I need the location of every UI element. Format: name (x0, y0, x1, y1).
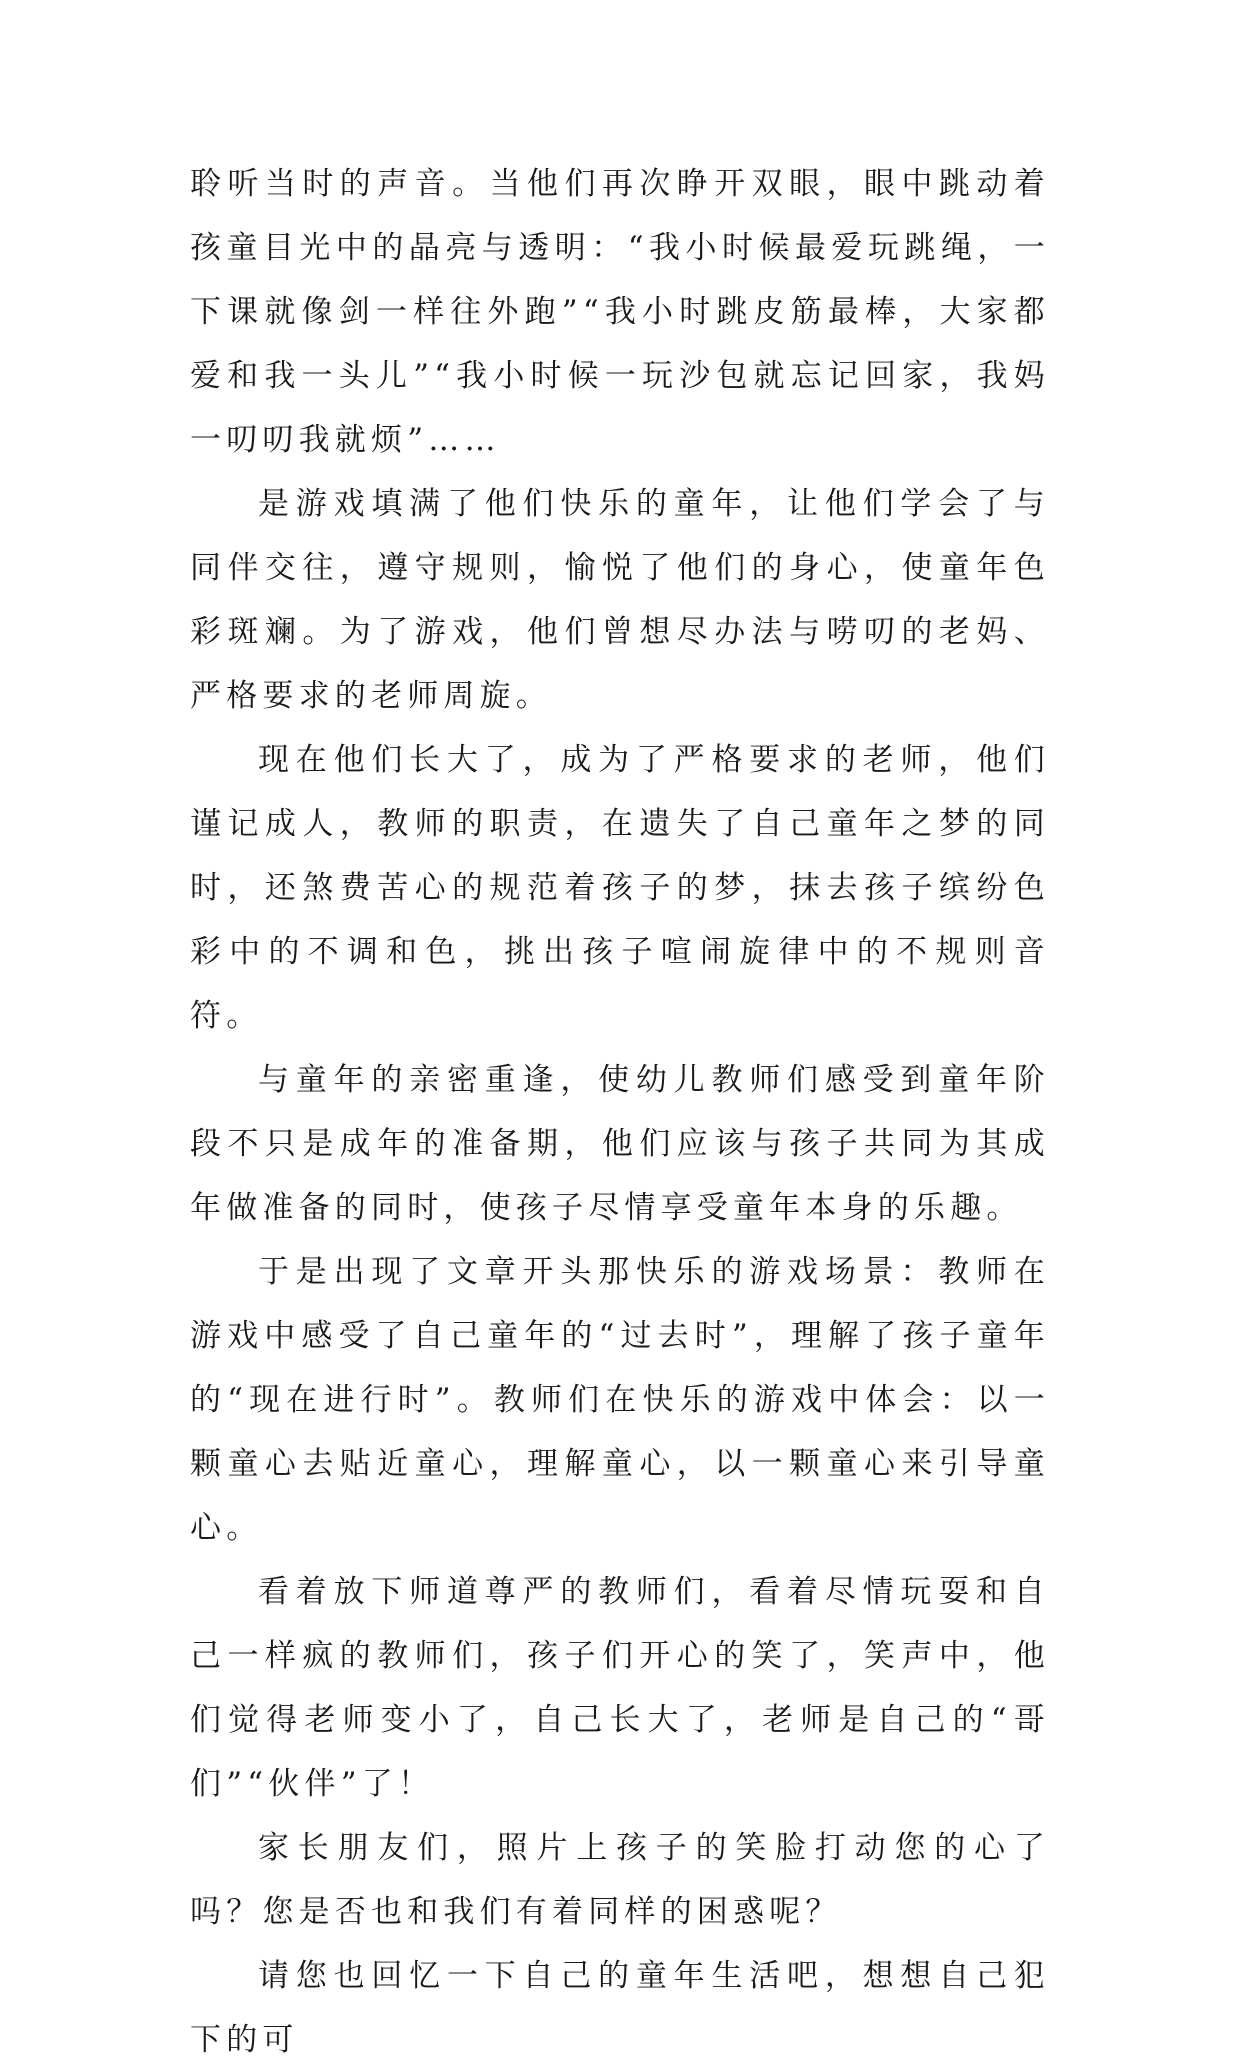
paragraph: 请您也回忆一下自己的童年生活吧，想想自己犯下的可 (190, 1958, 1050, 2058)
paragraph: 现在他们长大了，成为了严格要求的老师，他们谨记成人，教师的职责，在遗失了自己童年之梦的同时，还煞费苦心的规范着孩子的梦，抹去孩子缤纷色彩中的不调和色，挑出孩子喧闹旋律中的不规则音符。 (190, 742, 1050, 1034)
paragraph: 家长朋友们，照片上孩子的笑脸打动您的心了吗？您是否也和我们有着同样的困惑呢？ (190, 1830, 1050, 1930)
paragraph-continued: 聆听当时的声音。当他们再次睁开双眼，眼中跳动着孩童目光中的晶亮与透明：“我小时候最爱玩跳绳，一下课就像剑一样往外跑”“我小时跳皮筋最棒，大家都爱和我一头儿”“我小时候一玩沙包就忘记回家，我妈一叨叨我就烦”…… (190, 166, 1050, 458)
paragraph: 看着放下师道尊严的教师们，看着尽情玩耍和自己一样疯的教师们，孩子们开心的笑了，笑声中，他们觉得老师变小了，自己长大了，老师是自己的“哥们”“伙伴”了！ (190, 1574, 1050, 1802)
paragraph: 是游戏填满了他们快乐的童年，让他们学会了与同伴交往，遵守规则，愉悦了他们的身心，使童年色彩斑斓。为了游戏，他们曾想尽办法与唠叨的老妈、严格要求的老师周旋。 (190, 486, 1050, 714)
paragraph: 与童年的亲密重逢，使幼儿教师们感受到童年阶段不只是成年的准备期，他们应该与孩子共同为其成年做准备的同时，使孩子尽情享受童年本身的乐趣。 (190, 1062, 1050, 1226)
body-text (190, 152, 1050, 2072)
paragraph: 于是出现了文章开头那快乐的游戏场景：教师在游戏中感受了自己童年的“过去时”，理解了孩子童年的“现在进行时”。教师们在快乐的游戏中体会：以一颗童心去贴近童心，理解童心，以一颗童心来引导童心。 (190, 1254, 1050, 1546)
